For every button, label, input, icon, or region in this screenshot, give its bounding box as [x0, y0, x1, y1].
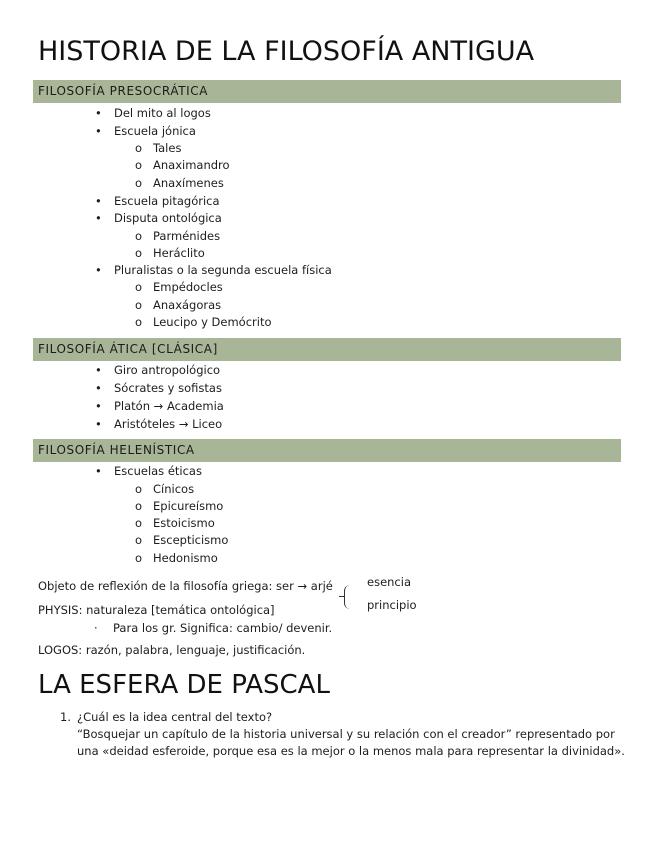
physis-subnote: Para los gr. Significa: cambio/ devenir. [113, 621, 333, 635]
list-item: • Escuela pitagórica [114, 193, 220, 209]
list-item: • Giro antropológico [114, 362, 220, 378]
sub-list-item: o Parménides [153, 228, 220, 244]
logos-note: LOGOS: razón, palabra, lenguaje, justificación. [38, 643, 306, 657]
list-item: • Pluralistas o la segunda escuela física [114, 262, 332, 278]
list-item: • Platón → Academia [114, 398, 224, 414]
esencia-label: esencia [367, 575, 411, 589]
list-item: • Disputa ontológica [114, 210, 222, 226]
answer-line-1: “Bosquejar un capítulo de la historia universal y su relación con el creador” representado por [77, 727, 615, 741]
list-item: • Del mito al logos [114, 105, 211, 121]
middle-dot: · [94, 621, 98, 635]
section-heading-helenistica: FILOSOFÍA HELENÍSTICA [33, 439, 621, 462]
sub-list-item: o Empédocles [153, 279, 223, 295]
sub-list-item: o Anaxímenes [153, 175, 224, 191]
section-title-pascal: LA ESFERA DE PASCAL [38, 670, 330, 700]
sub-list-item: o Leucipo y Demócrito [153, 314, 272, 330]
sub-list-item: o Epicureísmo [153, 498, 223, 514]
physis-note: PHYSIS: naturaleza [temática ontológica] [38, 603, 275, 617]
objeto-note: Objeto de reflexión de la filosofía griega: ser → arjé [38, 579, 333, 593]
list-item: • Escuelas éticas [114, 463, 202, 479]
list-item: • Escuela jónica [114, 123, 196, 139]
principio-label: principio [367, 598, 417, 612]
sub-list-item: o Hedonismo [153, 550, 218, 566]
question-item: 1. ¿Cuál es la idea central del texto? [77, 709, 272, 725]
sub-list-item: o Heráclito [153, 245, 205, 261]
sub-list-item: o Anaxágoras [153, 297, 221, 313]
sub-list-item: o Tales [153, 140, 181, 156]
sub-list-item: o Estoicismo [153, 515, 215, 531]
sub-list-item: o Cínicos [153, 481, 194, 497]
sub-list-item: o Anaximandro [153, 157, 230, 173]
answer-line-2: una «deidad esferoide, porque esa es la mejor o la menos mala para representar la divinidad». [77, 744, 625, 758]
section-heading-presocratica: FILOSOFÍA PRESOCRÁTICA [33, 80, 621, 103]
page-title: HISTORIA DE LA FILOSOFÍA ANTIGUA [38, 36, 535, 67]
brace [344, 585, 353, 609]
sub-list-item: o Escepticismo [153, 532, 228, 548]
list-item: • Aristóteles → Liceo [114, 416, 222, 432]
list-item: • Sócrates y sofistas [114, 380, 222, 396]
section-heading-atica: FILOSOFÍA ÁTICA [CLÁSICA] [33, 338, 621, 361]
